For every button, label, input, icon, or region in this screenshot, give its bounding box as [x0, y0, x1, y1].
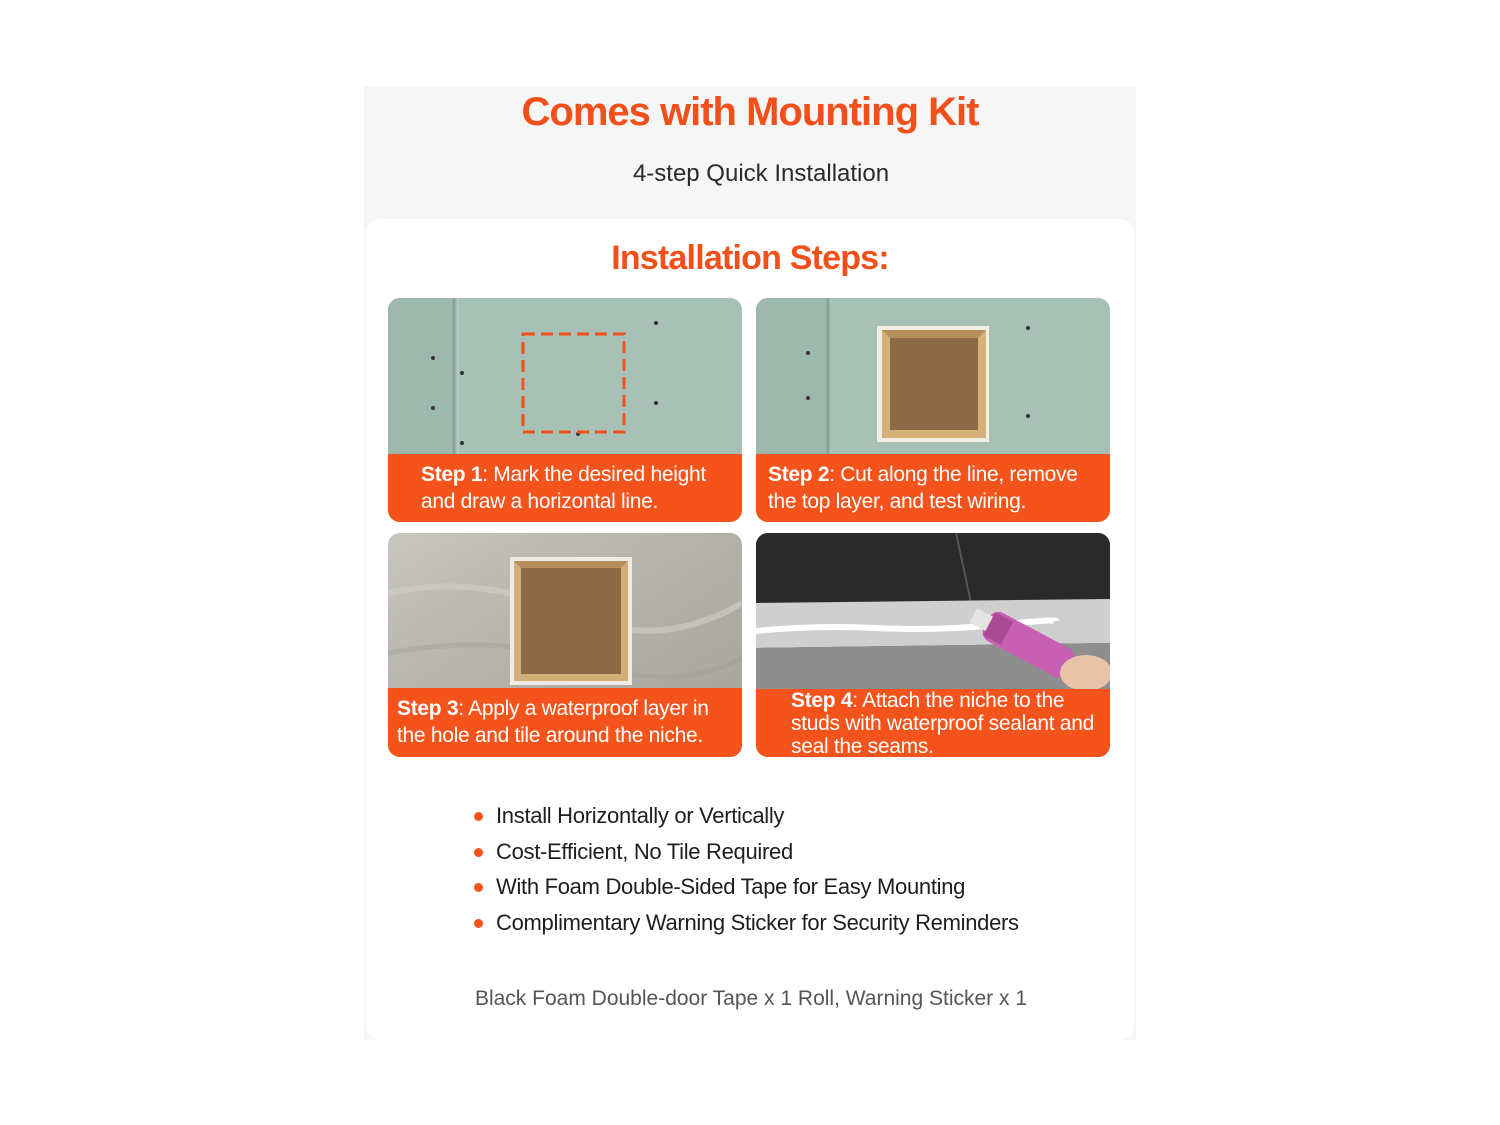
step-2-text: : Cut along the line, remove the top layer, and test wiring. [768, 463, 1078, 513]
bullet-dot-icon [474, 848, 483, 857]
step-3-text: : Apply a waterproof layer in the hole and tile around the niche. [397, 697, 709, 747]
step-1-text: : Mark the desired height and draw a horizontal line. [421, 463, 706, 513]
step-4-label: Step 4 [791, 689, 853, 712]
page-title: Comes with Mounting Kit [521, 90, 979, 134]
bullet-dot-icon [474, 812, 483, 821]
feature-item: Cost-Efficient, No Tile Required [474, 839, 1019, 875]
feature-item: Complimentary Warning Sticker for Security Reminders [474, 910, 1019, 946]
mounting-kit-panel [364, 86, 1136, 1040]
installation-card [366, 219, 1134, 1040]
kit-contents-note: Black Foam Double-door Tape x 1 Roll, Warning Sticker x 1 [474, 987, 1028, 1010]
step-4-card [756, 533, 1110, 757]
page-subtitle: 4-step Quick Installation [632, 160, 890, 187]
step-1-banner [388, 454, 742, 522]
bullet-dot-icon [474, 883, 483, 892]
feature-list [474, 803, 1019, 945]
step-3-card [388, 533, 742, 757]
step-1-label: Step 1 [421, 463, 483, 486]
step-3-banner [388, 688, 742, 757]
step-1-card [388, 298, 742, 522]
step-4-banner [756, 689, 1110, 757]
feature-item: Install Horizontally or Vertically [474, 803, 1019, 839]
feature-item: With Foam Double-Sided Tape for Easy Mounting [474, 874, 1019, 910]
installation-steps-title: Installation Steps: [611, 239, 889, 277]
step-4-text: : Attach the niche to the studs with waterproof sealant and seal the seams. [791, 689, 1094, 757]
bullet-dot-icon [474, 919, 483, 928]
step-2-banner [756, 454, 1110, 522]
step-2-label: Step 2 [768, 463, 830, 486]
step-3-label: Step 3 [397, 697, 459, 720]
step-2-card [756, 298, 1110, 522]
